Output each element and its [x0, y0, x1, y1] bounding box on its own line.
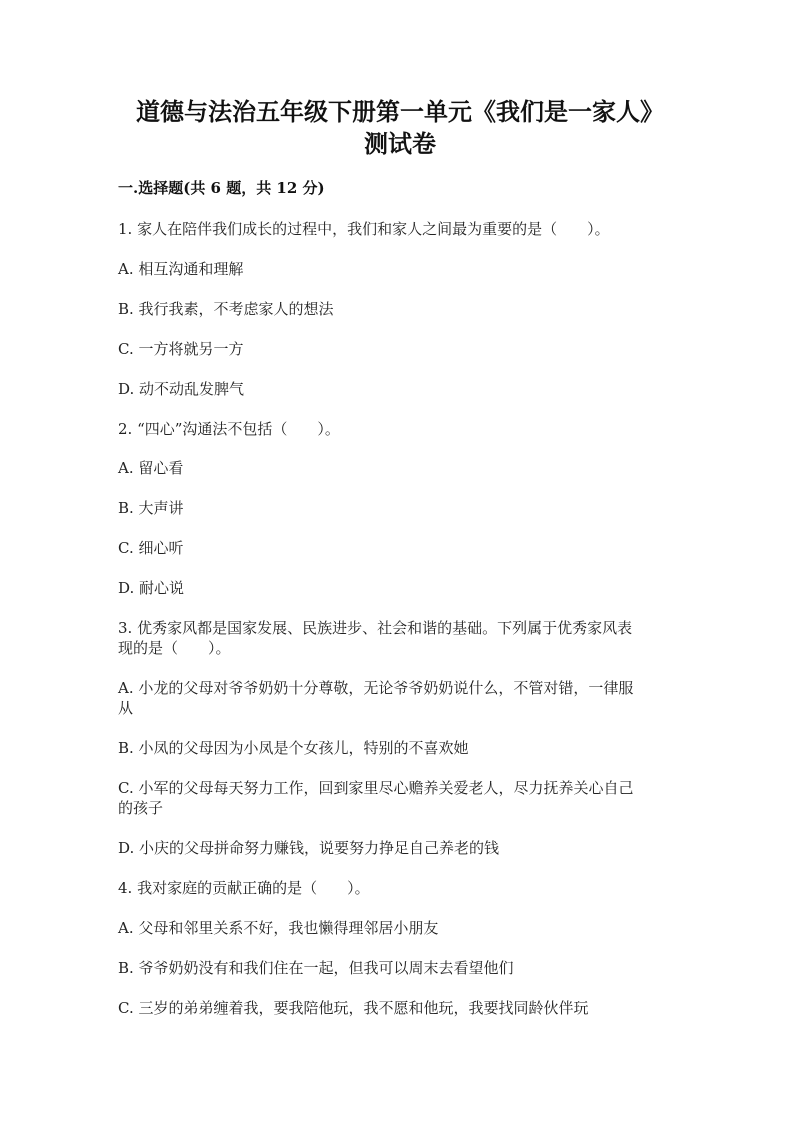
question-1-option-a: A. 相互沟通和理解 [118, 260, 244, 278]
question-2-option-d: D. 耐心说 [118, 579, 185, 597]
question-4-option-b: B. 爷爷奶奶没有和我们住在一起，但我可以周末去看望他们 [118, 959, 514, 977]
question-2-option-a: A. 留心看 [118, 459, 184, 477]
question-3-option-c-continued: 的孩子 [118, 799, 164, 817]
question-1-option-c: C. 一方将就另一方 [118, 340, 244, 358]
question-2-option-c: C. 细心听 [118, 539, 184, 557]
question-1-option-d: D. 动不动乱发脾气 [118, 380, 245, 398]
question-4-option-c: C. 三岁的弟弟缠着我，要我陪他玩，我不愿和他玩，我要找同龄伙伴玩 [118, 999, 589, 1017]
question-3-option-a-continued: 从 [118, 699, 134, 717]
section-heading: 一.选择题(共 6 题，共 12 分) [118, 179, 325, 197]
question-1-stem: 1. 家人在陪伴我们成长的过程中，我们和家人之间最为重要的是（ ）。 [118, 220, 610, 238]
question-4-stem: 4. 我对家庭的贡献正确的是（ ）。 [118, 879, 370, 897]
question-3-stem: 3. 优秀家风都是国家发展、民族进步、社会和谐的基础。下列属于优秀家风表 [118, 619, 633, 637]
question-2-stem: 2. “四心”沟通法不包括（ ）。 [118, 420, 340, 438]
question-3-stem-continued: 现的是（ ）。 [118, 639, 231, 657]
question-2-option-b: B. 大声讲 [118, 499, 184, 517]
question-1-option-b: B. 我行我素，不考虑家人的想法 [118, 300, 334, 318]
question-3-option-b: B. 小凤的父母因为小凤是个女孩儿，特别的不喜欢她 [118, 739, 469, 757]
document-title-continued: 测试卷 [364, 129, 436, 158]
question-3-option-d: D. 小庆的父母拼命努力赚钱，说要努力挣足自己养老的钱 [118, 839, 500, 857]
question-4-option-a: A. 父母和邻里关系不好，我也懒得理邻居小朋友 [118, 919, 439, 937]
document-title: 道德与法治五年级下册第一单元《我们是一家人》 [136, 97, 664, 126]
question-3-option-a: A. 小龙的父母对爷爷奶奶十分尊敬，无论爷爷奶奶说什么，不管对错，一律服 [118, 679, 634, 697]
question-3-option-c: C. 小军的父母每天努力工作，回到家里尽心赡养关爱老人，尽力抚养关心自己 [118, 779, 634, 797]
